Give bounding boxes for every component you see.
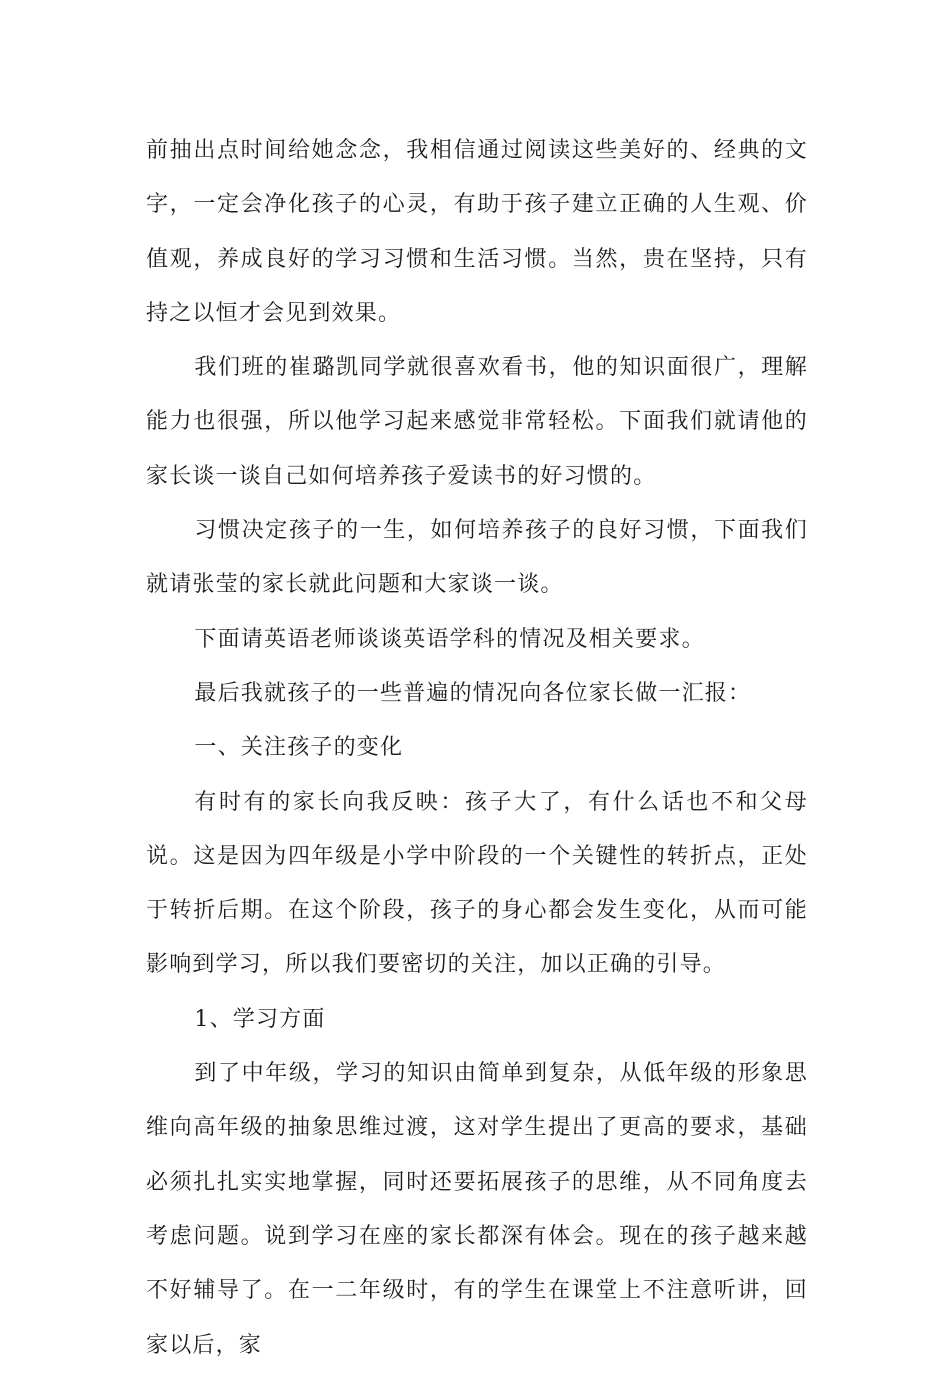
paragraph-reading-example: 我们班的崔璐凯同学就很喜欢看书，他的知识面很广，理解能力也很强，所以他学习起来感觉非常轻松。下面我们就请他的家长谈一谈自己如何培养孩子爱读书的好习惯的。 [146,355,808,489]
document-body [146,124,808,1373]
subsection-heading-study: 1、学习方面 [194,1006,326,1032]
paragraph-changes: 有时有的家长向我反映：孩子大了，有什么话也不和父母说。这是因为四年级是小学中阶段的一个关键性的转折点，正处于转折后期。在这个阶段，孩子的身心都会发生变化，从而可能影响到学习，所以我们要密切的关注，加以正确的引导。 [146,789,808,978]
paragraph-habits: 习惯决定孩子的一生，如何培养孩子的良好习惯，下面我们就请张莹的家长就此问题和大家谈一谈。 [146,518,808,598]
paragraph-continuation: 前抽出点时间给她念念，我相信通过阅读这些美好的、经典的文字，一定会净化孩子的心灵，有助于孩子建立正确的人生观、价值观，养成良好的学习习惯和生活习惯。当然，贵在坚持，只有持之以恒才会见到效果。 [146,138,808,326]
paragraph-english-teacher: 下面请英语老师谈谈英语学科的情况及相关要求。 [194,626,705,652]
paragraph-study: 到了中年级，学习的知识由简单到复杂，从低年级的形象思维向高年级的抽象思维过渡，这对学生提出了更高的要求，基础必须扎扎实实地掌握，同时还要拓展孩子的思维，从不同角度去考虑问题。说到学习在座的家长都深有体会。现在的孩子越来越不好辅导了。在一二年级时，有的学生在课堂上不注意听讲，回家以后，家 [146,1061,808,1358]
paragraph-report-intro: 最后我就孩子的一些普遍的情况向各位家长做一汇报： [194,680,752,706]
section-heading-changes: 一、关注孩子的变化 [194,735,404,761]
